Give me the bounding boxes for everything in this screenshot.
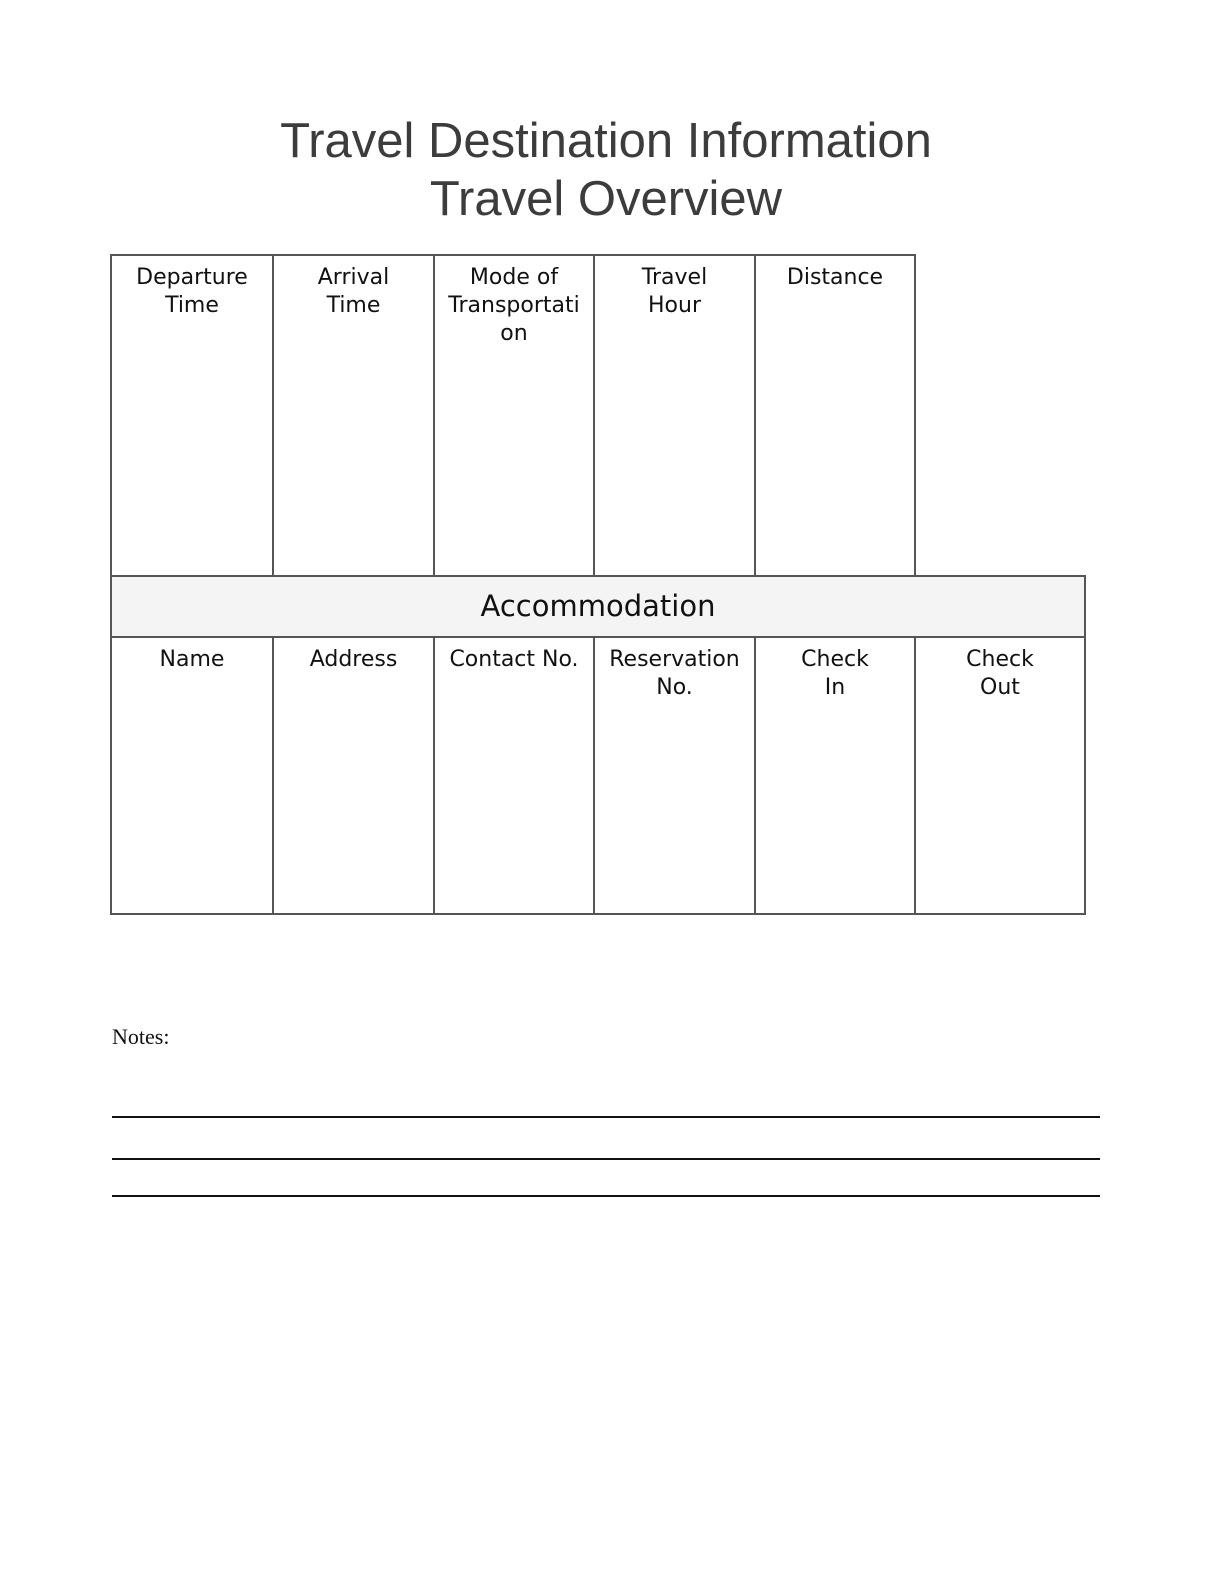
travel-hour-cell[interactable] [593, 254, 756, 577]
departure-time-header: Departure Time [136, 265, 248, 318]
address-cell[interactable] [272, 636, 435, 915]
title-line-1: Travel Destination Information [280, 114, 932, 168]
mode-of-transportation-cell[interactable] [433, 254, 595, 577]
check-out-cell[interactable] [914, 636, 1086, 915]
name-header: Name [159, 647, 225, 672]
accommodation-section-title: Accommodation [110, 575, 1086, 638]
contact-no-cell[interactable] [433, 636, 595, 915]
travel-hour-header: Travel Hour [641, 265, 708, 318]
arrival-time-header: Arrival Time [317, 265, 390, 318]
check-in-header: Check In [801, 647, 869, 700]
reservation-no-cell[interactable] [593, 636, 756, 915]
notes-line[interactable] [112, 1195, 1100, 1197]
departure-time-cell[interactable] [110, 254, 274, 577]
title-line-2: Travel Overview [429, 172, 783, 226]
arrival-time-cell[interactable] [272, 254, 435, 577]
notes-label: Notes: [112, 1024, 170, 1049]
document-title [0, 112, 1212, 228]
address-header: Address [309, 647, 398, 672]
mode-of-transportation-header: Mode of Transportati on [448, 265, 580, 346]
reservation-no-header: Reservation No. [609, 647, 740, 700]
notes-line[interactable] [112, 1158, 1100, 1160]
check-in-cell[interactable] [754, 636, 916, 915]
notes-line[interactable] [112, 1116, 1100, 1118]
check-out-header: Check Out [966, 647, 1034, 700]
distance-header: Distance [786, 265, 884, 290]
contact-no-header: Contact No. [449, 647, 579, 672]
name-cell[interactable] [110, 636, 274, 915]
distance-cell[interactable] [754, 254, 916, 577]
